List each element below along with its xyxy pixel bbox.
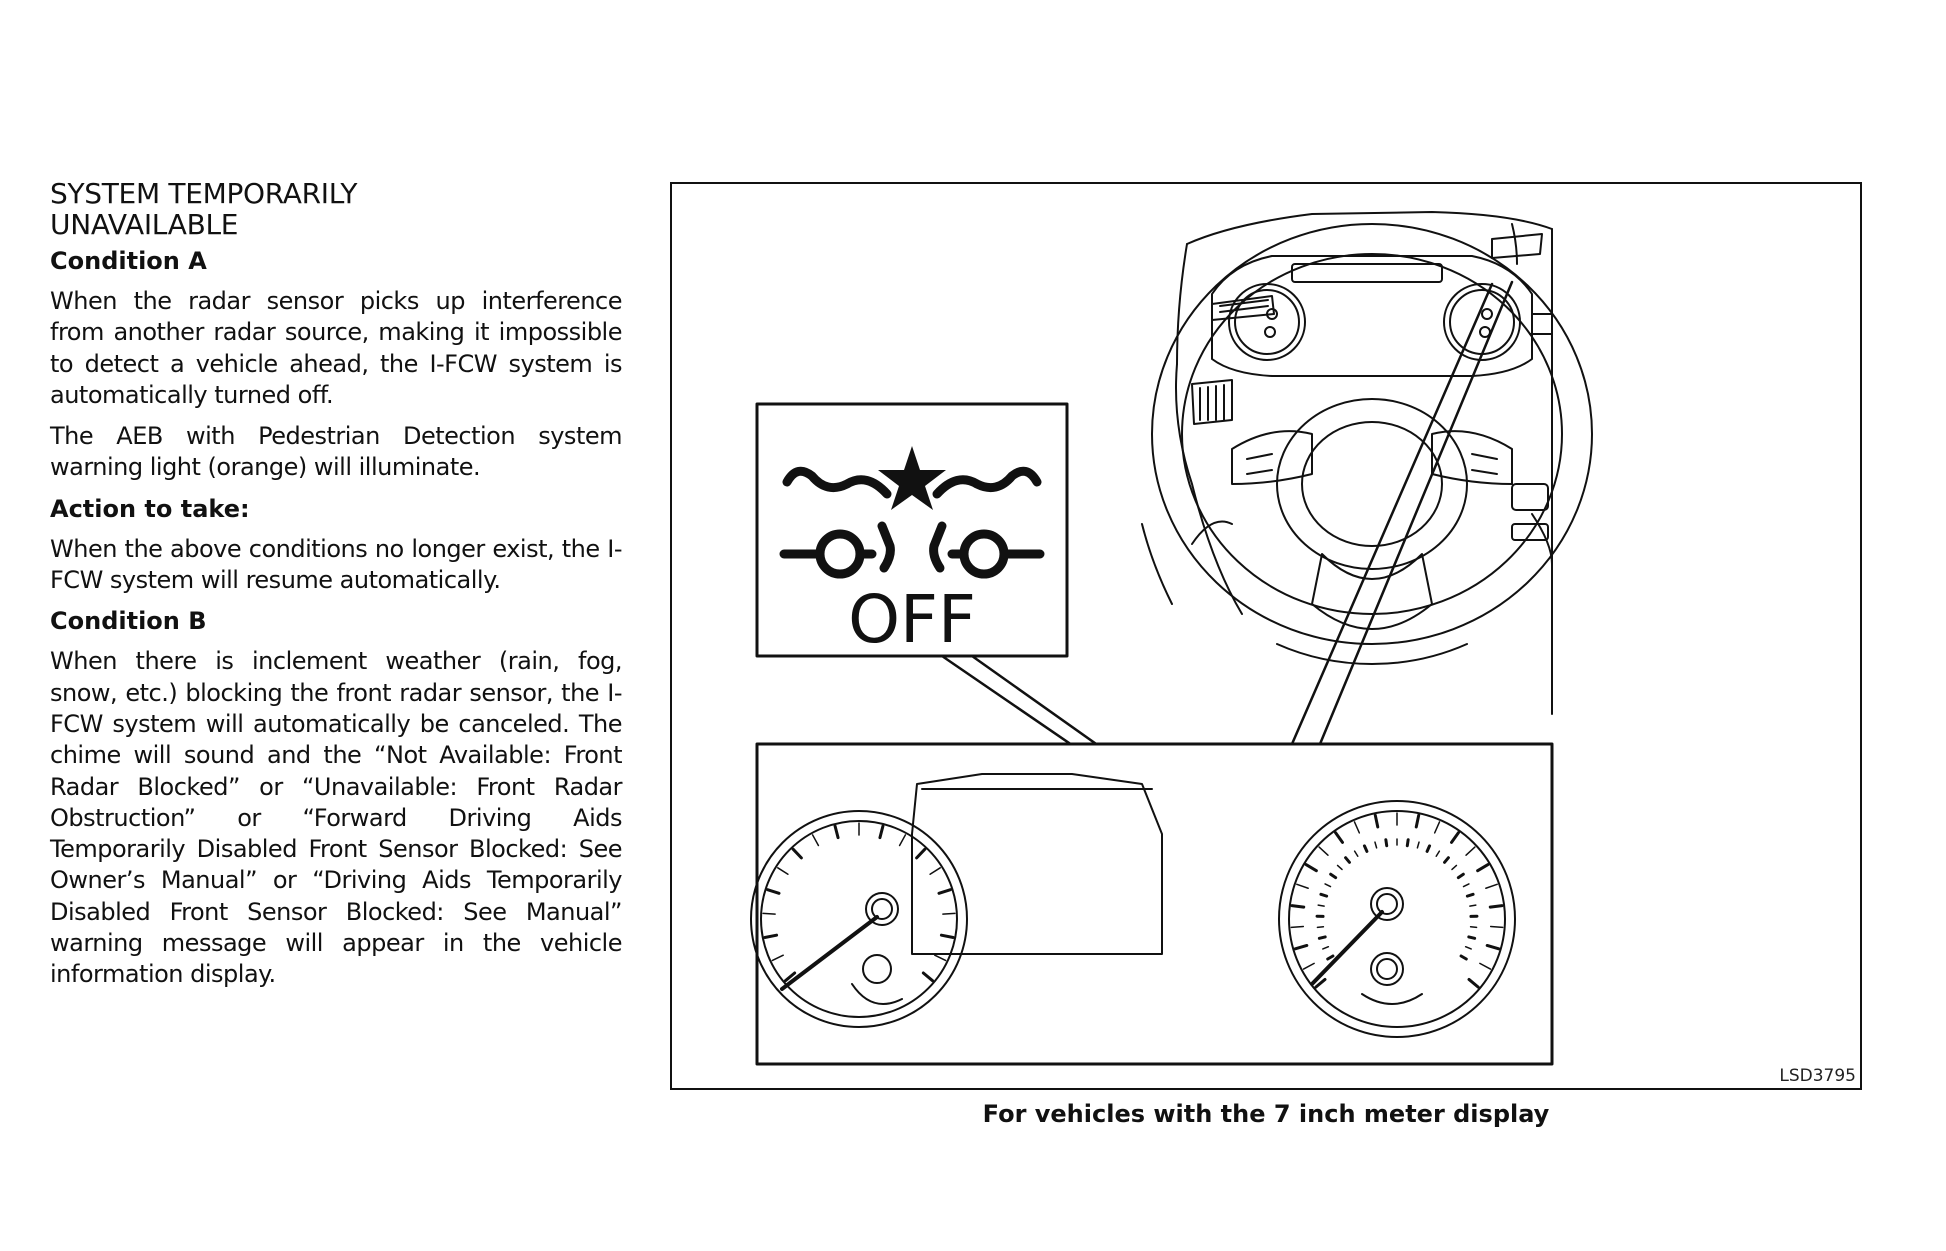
- gauge-tick: [1471, 927, 1477, 928]
- gauge-tick: [1317, 927, 1323, 928]
- gauge-tick: [1467, 894, 1473, 896]
- section-title-line-2: UNAVAILABLE: [50, 208, 239, 241]
- gauge-tick: [1321, 894, 1327, 896]
- action-heading: Action to take:: [50, 494, 250, 523]
- text-column: [50, 178, 622, 1001]
- condition-a-heading: Condition A: [50, 247, 207, 275]
- condition-a-paragraph-1: When the radar sensor picks up interference from another radar source, making it impossible to detect a vehicle ahead, the I-FCW system is automatically turned off.: [50, 287, 622, 409]
- action-paragraph: When the above conditions no longer exist, the I-FCW system will resume automatically.: [50, 534, 622, 595]
- gauge-tick: [1292, 906, 1304, 908]
- figure-caption: For vehicles with the 7 inch meter display: [982, 1100, 1550, 1128]
- section-title-line-1: SYSTEM TEMPORARILY: [50, 177, 358, 210]
- gauge-tick: [1470, 905, 1476, 906]
- gauge-tick: [1291, 926, 1303, 927]
- gauge-tick: [763, 913, 775, 914]
- condition-b-heading: Condition B: [50, 607, 207, 636]
- gauge-tick: [1407, 840, 1408, 846]
- gauge-tick: [943, 913, 955, 914]
- dashboard-sketch: [1142, 212, 1592, 714]
- meter-display-box: [751, 744, 1552, 1064]
- gauge-tick: [1386, 840, 1387, 846]
- section-title: [50, 178, 622, 240]
- figure-code: LSD3795: [1779, 1066, 1856, 1086]
- gauge-tick: [1469, 937, 1475, 938]
- gauge-tick: [1318, 905, 1324, 906]
- dashboard-illustration: [672, 184, 1860, 1088]
- indicator-callout: [757, 404, 1067, 658]
- figure-frame: [670, 182, 1862, 1090]
- gauge-tick: [1491, 926, 1503, 927]
- condition-b-paragraph: When there is inclement weather (rain, fog, snow, etc.) blocking the front radar sensor, the I-FCW system will automatically be canceled. The chime will sound and the “Not Available: Front Radar Blocked” or “Unavailable: Front Radar Obstruction” or “Forward Driving Aids Temporarily Disabled Front Sensor Blocked: See Owner’s Manual” or “Driving Aids Temporarily Disabled Front Sensor Blocked: See Manual” warning message will appear in the vehicle information display.: [50, 647, 622, 989]
- indicator-off-text: OFF: [848, 581, 976, 658]
- gauge-tick: [1490, 906, 1502, 908]
- gauge-tick: [1319, 937, 1325, 938]
- condition-a-paragraph-2: The AEB with Pedestrian Detection system warning light (orange) will illuminate.: [50, 422, 622, 482]
